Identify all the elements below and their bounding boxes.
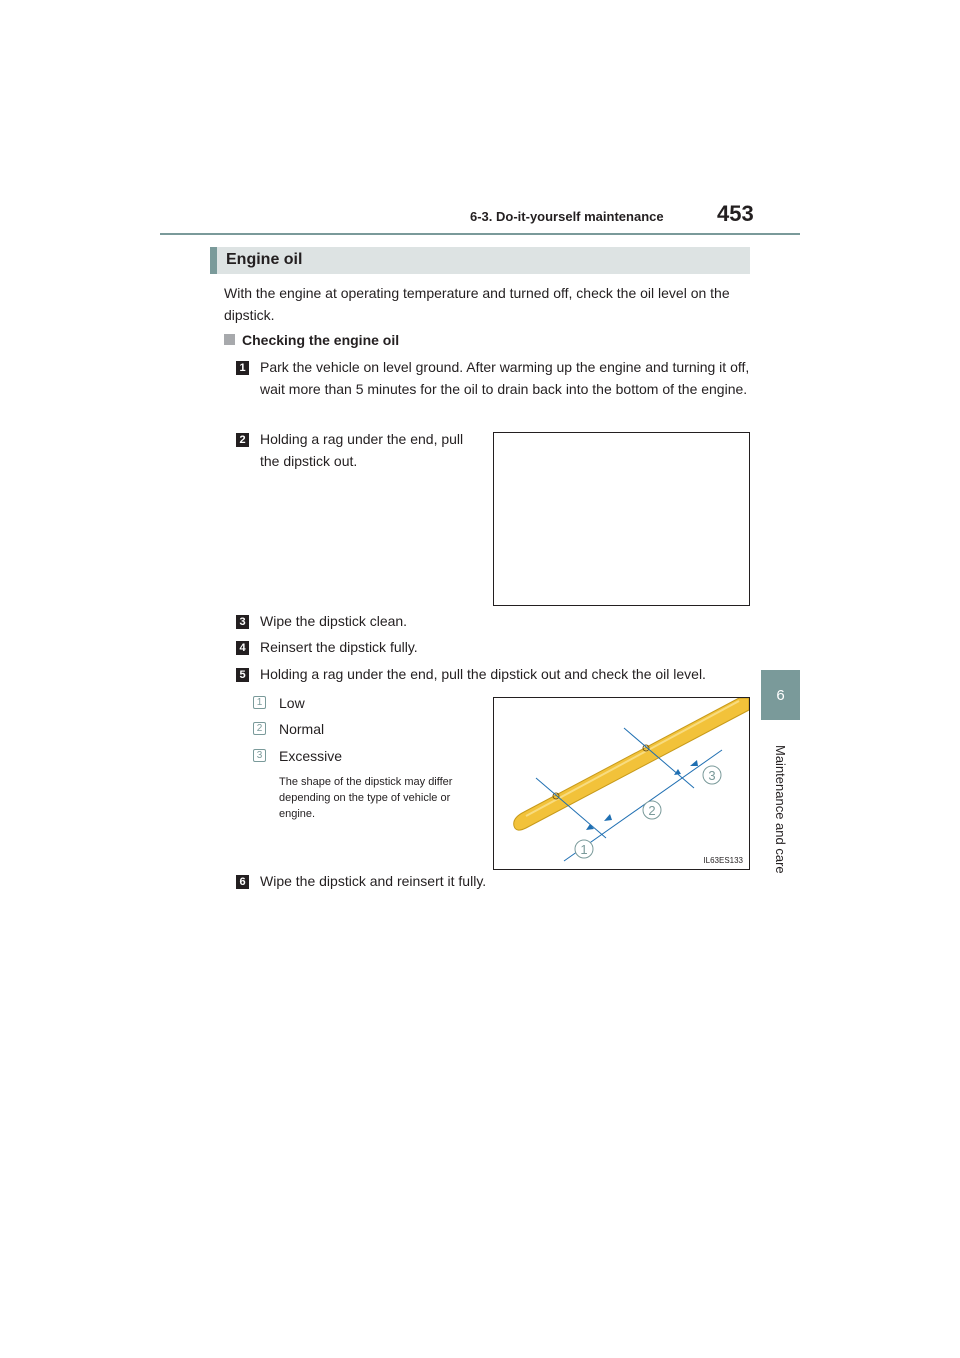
step-number-5: 5 xyxy=(236,668,249,682)
step-text-5: Holding a rag under the end, pull the dipstick out and check the oil level. xyxy=(260,666,706,682)
square-bullet-icon xyxy=(224,334,235,345)
step-text-4: Reinsert the dipstick fully. xyxy=(260,639,418,655)
step-number-6: 6 xyxy=(236,875,249,889)
page-number: 453 xyxy=(717,201,754,226)
callout-2: 2 xyxy=(648,803,656,818)
running-header-section: 6-3. Do-it-yourself maintenance xyxy=(470,209,664,224)
step-text-3: Wipe the dipstick clean. xyxy=(260,613,408,629)
section-title: Engine oil xyxy=(226,251,303,268)
subheading xyxy=(224,332,399,348)
step-number-3: 3 xyxy=(236,615,249,629)
dipstick-level-figure xyxy=(493,697,750,870)
figure-code: IL63ES133 xyxy=(703,856,743,865)
step-text-6: Wipe the dipstick and reinsert it fully. xyxy=(260,873,487,889)
intro-paragraph: With the engine at operating temperature and turned off, check the oil level on the dipstick. xyxy=(224,285,730,323)
level-number-2: 2 xyxy=(253,722,266,735)
step-text-1: Park the vehicle on level ground. After warming up the engine and turning it off, wait more than 5 minutes for the oil to drain back into the bottom of the engine. xyxy=(260,359,750,397)
dipstick-illustration xyxy=(494,698,749,869)
step-text-2: Holding a rag under the end, pull the dipstick out. xyxy=(260,431,464,469)
level-label-low: Low xyxy=(279,695,305,711)
callout-1: 1 xyxy=(580,842,588,857)
arrow-excess-icon xyxy=(690,760,698,766)
level-number-1: 1 xyxy=(253,696,266,709)
chapter-side-label xyxy=(772,745,792,895)
callout-3: 3 xyxy=(708,768,716,783)
dipstick-removal-figure xyxy=(493,432,750,606)
step-number-2: 2 xyxy=(236,433,249,447)
section-title-bar xyxy=(210,247,750,274)
dipstick-blade xyxy=(514,698,749,830)
level-label-normal: Normal xyxy=(279,721,325,737)
step-number-1: 1 xyxy=(236,361,249,375)
arrow-normal-low-icon xyxy=(604,814,612,821)
dipstick-note: The shape of the dipstick may differ depending on the type of vehicle or engine. xyxy=(279,776,453,820)
chapter-title: Maintenance and care xyxy=(773,745,788,874)
chapter-tab-divider xyxy=(761,720,800,722)
header-rule xyxy=(160,233,800,235)
step-number-4: 4 xyxy=(236,641,249,655)
subheading-text: Checking the engine oil xyxy=(242,332,400,348)
level-label-excessive: Excessive xyxy=(279,748,343,764)
chapter-tab: 6 xyxy=(761,670,800,720)
level-number-3: 3 xyxy=(253,749,266,762)
